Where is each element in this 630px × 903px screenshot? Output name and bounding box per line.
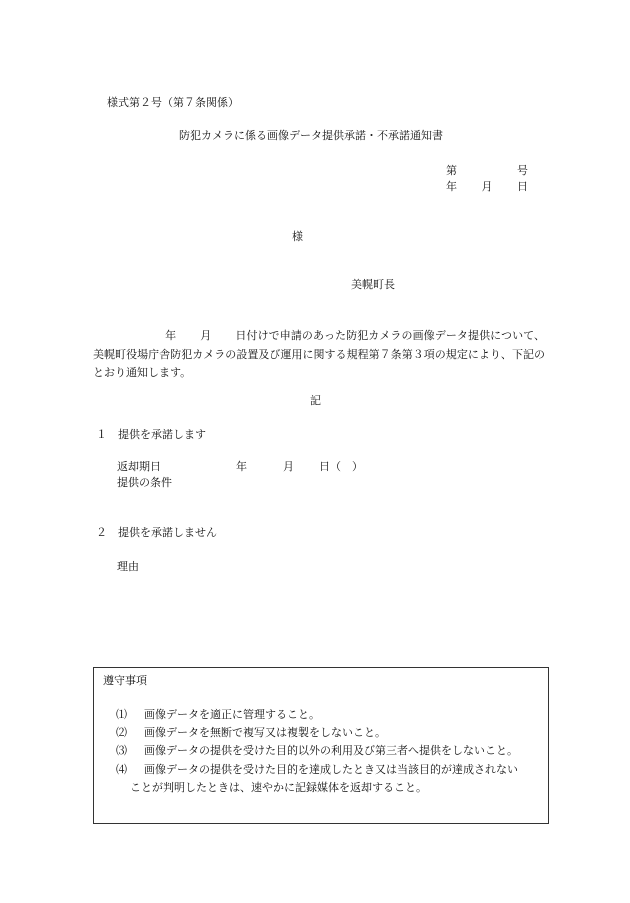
compliance-item-continuation: ことが判明したときは、速やかに記録媒体を返却すること。 (130, 781, 427, 794)
compliance-item (116, 763, 518, 777)
compliance-box (93, 667, 549, 824)
document-number-line (446, 164, 528, 178)
form-number: 様式第２号（第７条関係） (107, 96, 239, 109)
body-paragraph (93, 327, 545, 383)
compliance-item-text: 画像データを適正に管理すること。 (144, 708, 320, 721)
compliance-item-number: ⑶ (116, 744, 127, 757)
compliance-item (116, 708, 320, 722)
sender: 美幌町長 (351, 278, 395, 291)
compliance-item-text: 画像データの提供を受けた目的以外の利用及び第三者へ提供をしないこと。 (144, 744, 518, 757)
return-date-day: 日（ ） (319, 460, 363, 473)
compliance-item (116, 726, 386, 740)
body-year: 年 (165, 329, 177, 342)
compliance-item-number: ⑵ (116, 726, 127, 739)
section-2-title: ２ 提供を承諾しません (96, 526, 217, 539)
document-title: 防犯カメラに係る画像データ提供承諾・不承諾通知書 (179, 129, 443, 142)
date-day: 日 (517, 180, 528, 193)
date-month: 月 (481, 180, 493, 193)
return-date-year: 年 (236, 460, 247, 473)
compliance-item-text: 画像データの提供を受けた目的を達成したとき又は当該目的が達成されない (144, 763, 518, 776)
compliance-item-number: ⑴ (116, 708, 127, 721)
compliance-item-text: 画像データを無断で複写又は複製をしないこと。 (144, 726, 386, 739)
reason-label: 理由 (117, 560, 139, 573)
addressee: 様 (292, 230, 303, 243)
number-suffix: 号 (517, 164, 528, 177)
conditions-label: 提供の条件 (117, 476, 172, 489)
date-year: 年 (446, 180, 457, 193)
compliance-item-number: ⑷ (116, 763, 127, 776)
section-1-title: １ 提供を承諾します (96, 428, 206, 441)
return-date-month: 月 (283, 460, 294, 473)
number-prefix: 第 (446, 164, 457, 177)
return-date-label: 返却期日 (117, 460, 161, 473)
ki-heading: 記 (310, 394, 321, 407)
body-text: 日付けで申請のあった防犯カメラの画像データ提供について、美幌町役場庁舎防犯カメラの設置及び運用に関する規程第７条第３項の規定により、下記のとおり通知します。 (93, 329, 546, 379)
body-month: 月 (200, 329, 212, 342)
document-date-line (446, 180, 528, 194)
compliance-title: 遵守事項 (103, 674, 147, 687)
compliance-item (116, 744, 518, 758)
